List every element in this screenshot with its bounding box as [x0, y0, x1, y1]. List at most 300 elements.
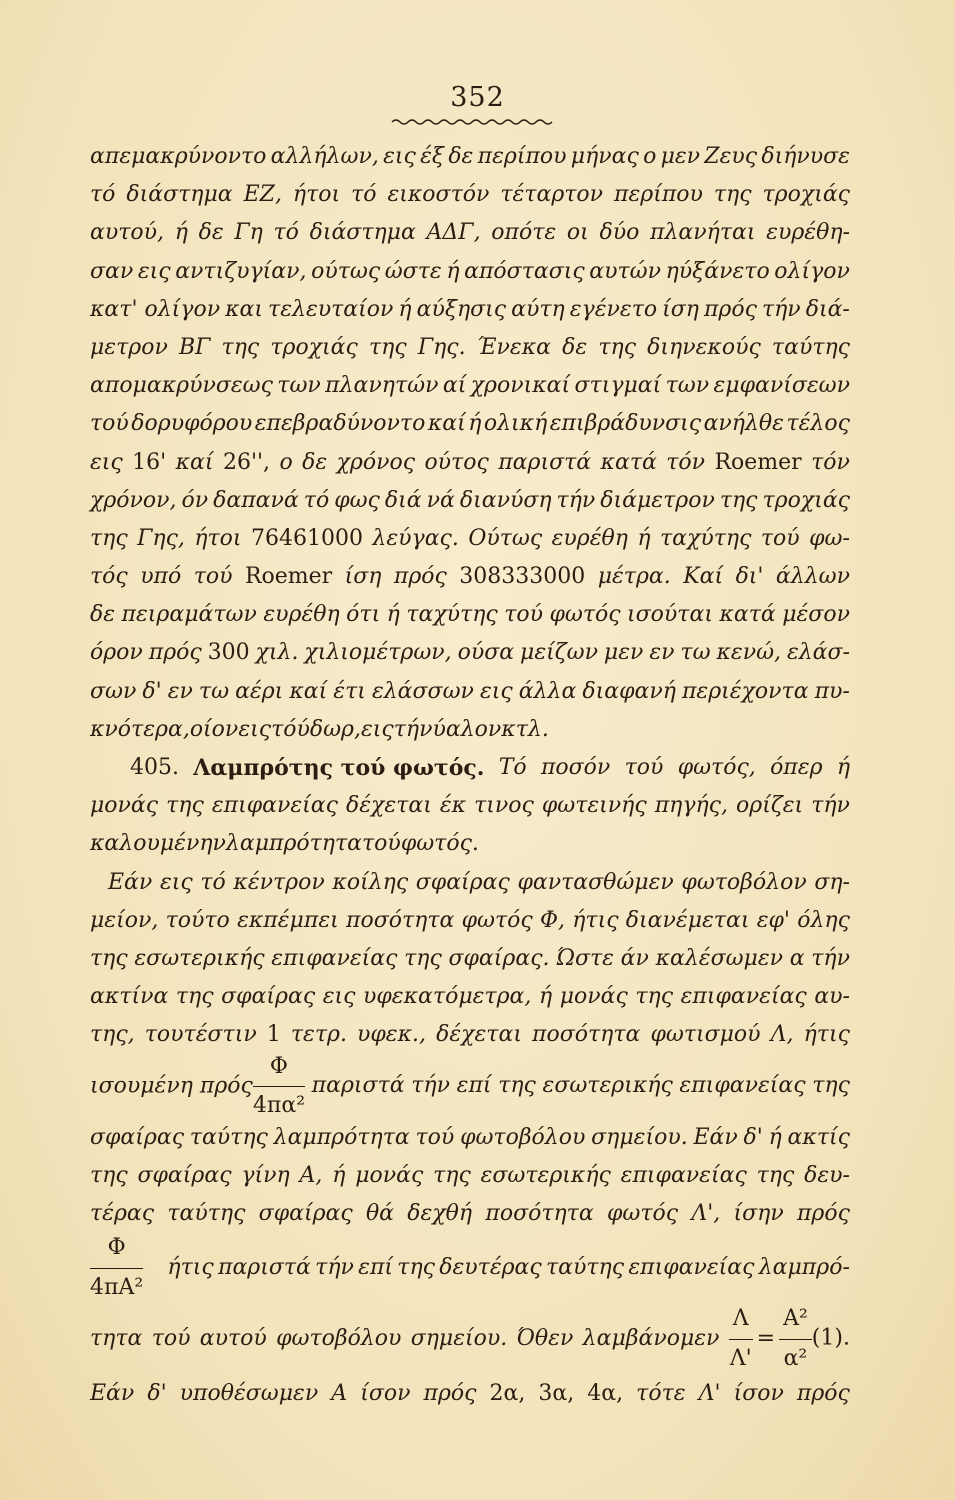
word: Ώστε: [556, 945, 614, 971]
word: σφαίρας: [90, 1124, 185, 1150]
word: καί: [175, 449, 214, 475]
word: τροχιάς: [762, 487, 850, 513]
word: φωτεινής: [541, 793, 647, 819]
word: διάστημα: [309, 220, 416, 246]
word: ΒΓ: [178, 334, 211, 360]
fraction-numerator: Λ: [729, 1300, 753, 1339]
word: δε: [562, 334, 588, 360]
word: οι: [566, 220, 589, 246]
word: ση-: [814, 869, 850, 895]
word: χρόνον,: [90, 487, 177, 513]
word: εσωτερικής: [480, 1162, 611, 1188]
word: αί: [442, 373, 467, 399]
text-line: [90, 825, 850, 863]
word: μονάς: [559, 984, 628, 1010]
word: της: [90, 525, 128, 551]
word: τόν: [666, 449, 706, 475]
word: τό: [303, 487, 330, 513]
word: ούτος: [424, 449, 489, 475]
word: φαντασθώμεν: [517, 869, 674, 895]
word: 26'',: [222, 449, 271, 475]
word: τήν: [411, 1073, 450, 1099]
word: καί: [289, 678, 328, 704]
fraction: [779, 1300, 812, 1377]
word: διά-: [805, 296, 850, 322]
word: φωτισμού: [650, 1022, 761, 1048]
word: οπότε: [491, 220, 557, 246]
word: φωτός.: [400, 831, 479, 857]
word: απόστασις: [464, 258, 585, 284]
word: δεχθή: [407, 1200, 473, 1226]
word: διήνυσε: [761, 144, 850, 169]
word: υπό: [140, 564, 182, 590]
word: παριστά: [311, 1073, 405, 1099]
word: αντιζυγίαν,: [175, 258, 307, 284]
word: ελάσ-: [786, 640, 850, 666]
word: φωτός: [461, 907, 533, 933]
word: ανήλθε: [703, 411, 784, 437]
word: αύξησις: [416, 296, 507, 322]
text-line: [90, 253, 850, 291]
word: εις: [383, 144, 416, 169]
word: τό: [273, 220, 299, 246]
fraction-denominator: 4πΑ²: [90, 1274, 144, 1300]
word: τού: [362, 831, 401, 857]
word: πρός: [703, 296, 757, 322]
word: της: [404, 945, 442, 971]
word: τό: [271, 716, 297, 742]
word: σφαίρας: [415, 869, 510, 895]
word: τού: [193, 564, 233, 590]
word: ποσόν: [540, 755, 611, 780]
word: τός: [90, 564, 128, 590]
text-line: [90, 482, 850, 520]
word: ώστε: [384, 258, 442, 284]
word: τού: [760, 525, 800, 551]
fraction: [90, 1229, 143, 1306]
word: τό: [90, 182, 116, 208]
word: λαμπρό-: [758, 1254, 850, 1280]
word: 300: [207, 640, 250, 666]
word: Ούτως: [468, 525, 543, 551]
word: κέντρον: [233, 869, 325, 895]
word: πρός: [796, 1200, 850, 1226]
word: άν: [620, 945, 649, 971]
word: τού: [415, 1124, 455, 1150]
text-line: [90, 711, 850, 749]
word: ελάσσων: [371, 678, 474, 704]
word: χιλ.: [255, 640, 299, 666]
word: κατά: [719, 602, 776, 628]
word: όρον: [90, 640, 143, 666]
word: ότι: [346, 602, 381, 628]
word: δορυφόρου: [131, 411, 253, 437]
word: επί: [456, 1073, 492, 1099]
word: τητα: [90, 1325, 143, 1351]
word: τήν: [393, 716, 433, 742]
word: εις: [137, 258, 171, 284]
word: ούτως: [311, 258, 381, 284]
word: 4α,: [587, 1381, 624, 1407]
word: της: [90, 945, 128, 971]
word: χιλιομέτρων,: [304, 640, 452, 666]
word: εκπέμπει: [237, 907, 339, 933]
text-line: [90, 444, 850, 482]
word: φωτός: [549, 602, 621, 628]
word: δ': [743, 1124, 763, 1150]
text-line: [90, 1119, 850, 1157]
word: ήτις: [572, 907, 619, 933]
word: διαφανή: [582, 678, 676, 704]
word: φωτοβόλου: [276, 1325, 402, 1351]
word: δε: [448, 144, 474, 169]
word: Εάν: [90, 1381, 135, 1407]
fraction-numerator: Φ: [90, 1229, 143, 1268]
word: διηνεκούς: [647, 334, 761, 360]
word: εν: [649, 640, 675, 666]
word: της: [369, 334, 407, 360]
word: 3α,: [538, 1381, 575, 1407]
word: παριστά: [498, 449, 592, 475]
word: 1: [266, 1022, 281, 1048]
word: κατά: [600, 449, 657, 475]
word: έτι: [333, 678, 366, 704]
word: ισουμένη πρός $\frac{\Phi}{\text{4πα²}}$: [90, 1048, 305, 1125]
word: δέχεται: [345, 793, 432, 819]
word: ίσον: [360, 1381, 411, 1407]
word: πηγής,: [654, 793, 728, 819]
word: θά: [365, 1200, 395, 1226]
word: ευρέθη: [551, 525, 628, 551]
word: και: [225, 296, 264, 322]
word: ταύτης: [189, 1124, 268, 1150]
word: τόν: [811, 449, 850, 475]
word: Γης.: [417, 334, 466, 360]
word: ταύτης: [771, 334, 850, 360]
word: φως: [334, 487, 380, 513]
word: ευρέθη-: [766, 220, 850, 246]
word: τροχιάς: [762, 182, 850, 208]
fraction: [253, 1048, 305, 1125]
word: δύο: [599, 220, 640, 246]
word: ή: [637, 525, 651, 551]
word: πειραμάτων: [121, 602, 257, 628]
word: τήν: [811, 945, 850, 971]
word: της: [433, 1162, 471, 1188]
text-line: [90, 367, 850, 405]
formula-line: [90, 1055, 850, 1119]
text-line: [90, 1375, 850, 1413]
word: εμφανίσεων: [713, 373, 850, 399]
equation-label: (1).: [811, 1326, 850, 1352]
word: αυτού,: [90, 220, 165, 246]
word: περιέχοντα: [681, 678, 809, 704]
word: καλουμένην: [90, 831, 226, 857]
word: τροχιάς: [270, 334, 358, 360]
word: φω-: [809, 525, 850, 551]
word: τω: [680, 640, 711, 666]
word: εγένετο: [569, 296, 658, 322]
word: λαμβάνομεν: [582, 1325, 720, 1351]
text-line: [90, 787, 850, 825]
word: άλλων: [775, 564, 850, 590]
word: πλανητών: [325, 373, 439, 399]
word: διανέμεται: [625, 907, 750, 933]
word: Τό: [498, 755, 527, 780]
word: σων: [90, 678, 137, 704]
word: εσωτερικής: [542, 1073, 673, 1099]
word: τούτο: [165, 907, 230, 933]
word: λαμπρότητα: [225, 831, 363, 857]
word: περίπου: [477, 144, 567, 169]
word: τινος: [474, 793, 534, 819]
word: όν: [181, 487, 209, 513]
word: της: [166, 793, 204, 819]
word: φωτός: [606, 1200, 679, 1226]
word: επιβράδυνσις: [549, 411, 702, 437]
word: απομακρύνσεως: [90, 373, 273, 399]
word: 2α,: [489, 1381, 526, 1407]
section-title: Λαμπρότης τού φωτός.: [193, 755, 485, 781]
word: της: [498, 1073, 536, 1099]
word: γίνη: [241, 1162, 290, 1188]
word: ή: [174, 220, 188, 246]
word: τού: [624, 755, 664, 780]
word: ίση: [344, 564, 382, 590]
word: ΕΖ,: [243, 182, 282, 208]
word: πρός: [393, 564, 447, 590]
word: λαμπρότητα: [273, 1124, 410, 1150]
word: τήν: [811, 793, 850, 819]
word: ούσα: [457, 640, 515, 666]
word: της: [397, 1254, 435, 1280]
word: σφαίρας.: [448, 945, 550, 971]
word: άλλα: [518, 678, 577, 704]
word: α: [789, 945, 805, 971]
word: μεν: [660, 144, 701, 169]
word: μέσον: [782, 602, 850, 628]
text-line: [90, 673, 850, 711]
word: ευρέθη: [263, 602, 340, 628]
text-line: [90, 1195, 850, 1233]
word: ο: [643, 144, 657, 169]
word: αύτη: [511, 296, 565, 322]
fraction: [729, 1300, 753, 1377]
word: πρός: [148, 640, 202, 666]
word: 16': [132, 449, 167, 475]
word: φωτός,: [677, 755, 756, 780]
ornament-squiggle: [390, 118, 560, 126]
word: τω: [198, 678, 230, 704]
word: ήτις: [167, 1254, 214, 1280]
word: ταύτης: [167, 1200, 246, 1226]
word: υφεκ.,: [357, 1022, 427, 1048]
word: δε: [198, 220, 224, 246]
word: πλανήται: [650, 220, 756, 246]
word: ακτίνα: [90, 984, 169, 1010]
text-line: [90, 1157, 850, 1195]
word: κτλ.: [501, 716, 549, 742]
word: Α: [331, 1381, 348, 1407]
word: επιφανείας: [679, 1073, 806, 1099]
word: οίον: [189, 716, 239, 742]
word: σαν: [90, 258, 134, 284]
word: εις: [159, 869, 193, 895]
word: ήτοι: [194, 525, 242, 551]
word: κοίλης: [332, 869, 409, 895]
word: διάμετρον: [600, 487, 715, 513]
word: υφεκατόμετρα,: [363, 984, 532, 1010]
word: τήν: [761, 296, 801, 322]
word: σφαίρας: [137, 1162, 232, 1188]
word: διανύση: [459, 487, 552, 513]
word: των: [277, 373, 321, 399]
word: τό: [351, 182, 377, 208]
fraction-numerator: Α²: [779, 1300, 812, 1339]
word: εις: [90, 449, 123, 475]
word: μήνας: [570, 144, 639, 169]
word: τού: [90, 411, 129, 437]
word: ταχύτης: [660, 525, 752, 551]
text-line: [90, 214, 850, 252]
word: της,: [90, 1022, 135, 1048]
word: σφαίρας: [258, 1200, 353, 1226]
word: Roemer: [714, 449, 802, 475]
word: επεβραδύνοντο: [254, 411, 426, 437]
word: ή: [446, 258, 460, 284]
word: ηύξάνετο: [665, 258, 770, 284]
word: δι': [735, 564, 764, 590]
word: δαπανά: [213, 487, 299, 513]
word: μετρον: [90, 334, 168, 360]
body-text: [90, 138, 850, 1413]
word: Εάν: [108, 869, 153, 895]
word: Λ',: [691, 1200, 721, 1226]
word: της: [90, 1162, 128, 1188]
word: της: [812, 1073, 850, 1099]
word: τού: [504, 602, 543, 628]
word: ισούται: [627, 602, 713, 628]
word: της: [756, 1162, 795, 1188]
fraction-numerator: Φ: [253, 1048, 305, 1087]
word: αυ-: [814, 984, 850, 1010]
word: τελευταίον: [268, 296, 394, 322]
word: κνότερα,: [90, 716, 190, 742]
word: λεύγας.: [372, 525, 459, 551]
text-line: [90, 405, 850, 443]
word: ή: [468, 411, 482, 437]
word: περίπου: [614, 182, 703, 208]
word: μείζων: [520, 640, 598, 666]
word: έκ: [439, 793, 467, 819]
word: δέχεται: [436, 1022, 522, 1048]
word: μονάς: [355, 1162, 424, 1188]
formula-line: [90, 1233, 850, 1303]
word: πρός: [423, 1381, 477, 1407]
word: τουτέστιν: [144, 1022, 257, 1048]
word: ποσότητα: [532, 1022, 641, 1048]
word: όλης: [797, 907, 850, 933]
word: τέρας: [90, 1200, 155, 1226]
word: σφαίρας: [221, 984, 316, 1010]
word: ήτις: [803, 1022, 850, 1048]
word: της: [598, 334, 637, 360]
text-line: [90, 291, 850, 329]
word: τού: [151, 1325, 191, 1351]
word: απεμακρύνοντο: [90, 144, 267, 169]
word: ποσότητα: [485, 1200, 594, 1226]
word: Καί: [683, 564, 724, 590]
word: κενώ,: [716, 640, 782, 666]
text-line: [90, 978, 850, 1016]
word: καί: [427, 411, 466, 437]
word: Ζευς: [704, 144, 758, 169]
word: των: [665, 373, 710, 399]
word: Ένεκα: [476, 334, 551, 360]
word: Γη: [234, 220, 263, 246]
word: τό: [200, 869, 226, 895]
word: δ': [147, 1381, 167, 1407]
word: επιφανείας: [271, 945, 398, 971]
page-number: 352: [450, 82, 505, 113]
word: παριστά: [217, 1254, 311, 1280]
word: υποθέσωμεν: [179, 1381, 319, 1407]
word: Γης,: [137, 525, 185, 551]
word: πυ-: [814, 678, 850, 704]
word: ή: [398, 296, 412, 322]
fraction-denominator: 4πα²: [252, 1093, 306, 1118]
text-line: [90, 329, 850, 367]
word: μείον,: [90, 907, 159, 933]
word: 308333000: [459, 564, 586, 590]
word: εφ': [756, 907, 790, 933]
word: της: [175, 984, 214, 1010]
word: της: [719, 487, 758, 513]
word: ταχύτης: [406, 602, 498, 628]
text-line: [90, 596, 850, 634]
fraction-denominator: α²: [783, 1345, 808, 1371]
word: διά: [384, 487, 422, 513]
text-line: [90, 902, 850, 940]
word: ή: [386, 602, 400, 628]
word: ή: [538, 984, 553, 1010]
word: δ': [142, 678, 162, 704]
word: 76461000: [251, 525, 363, 551]
word: Λ,: [770, 1022, 794, 1048]
word: τήν: [556, 487, 596, 513]
text-line: [90, 940, 850, 978]
word: Λ': [698, 1381, 721, 1407]
equals-sign: =: [756, 1326, 776, 1352]
word: τέλος: [786, 411, 850, 437]
ratio-equation: [729, 1300, 850, 1377]
word: μεν: [603, 640, 644, 666]
text-line: [90, 864, 850, 902]
word: τετρ.: [290, 1022, 347, 1048]
word: στιγμαί: [574, 373, 662, 399]
section-heading-line: [90, 749, 850, 787]
word: αλλήλων,: [270, 144, 379, 169]
text-line: [90, 634, 850, 672]
word: επιφανείας: [211, 793, 338, 819]
word: δευτέρας: [439, 1254, 542, 1280]
word: σημείου.: [410, 1325, 508, 1351]
word: Φ,: [539, 907, 565, 933]
word: της: [635, 984, 674, 1010]
section-number: 405.: [130, 755, 179, 780]
word: τότε: [636, 1381, 686, 1407]
word: επιφανείας: [628, 1254, 755, 1280]
